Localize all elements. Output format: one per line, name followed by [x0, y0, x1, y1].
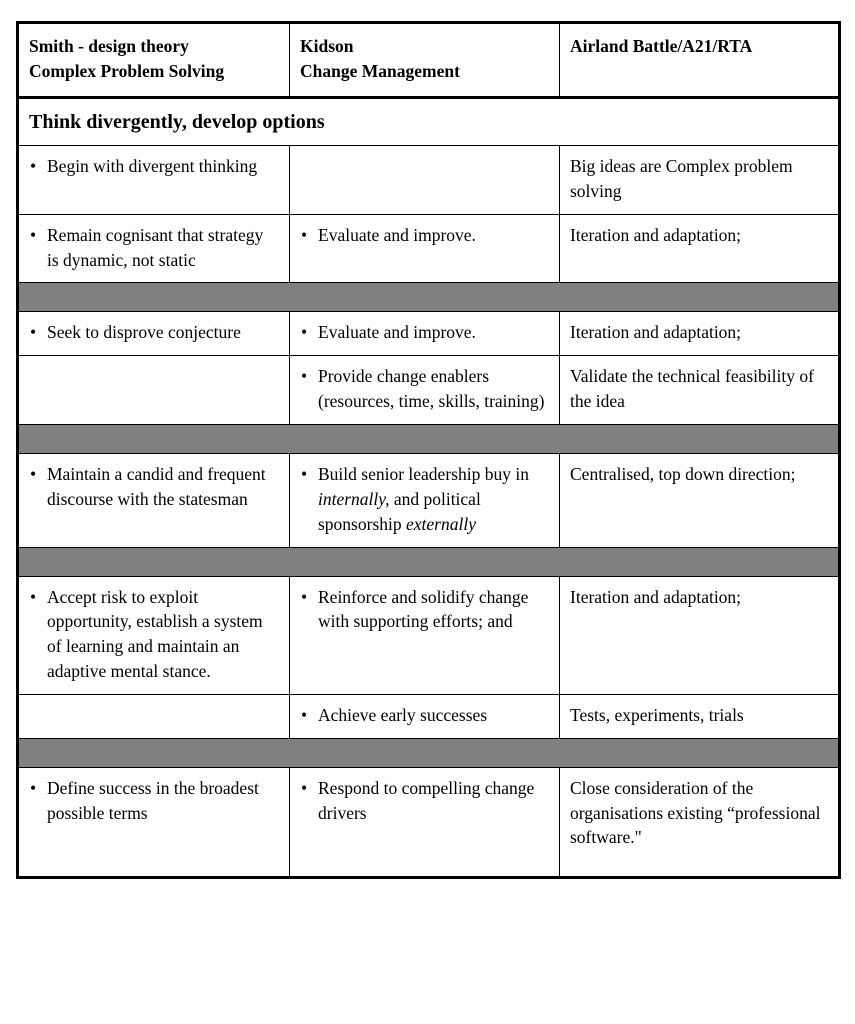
column-header-kidson-line1: Kidson [300, 36, 354, 56]
cell-airland [560, 312, 840, 356]
spacer-row [18, 738, 840, 767]
bullet-item: • Reinforce and solidify change with supporting efforts; and [300, 585, 549, 635]
column-header-airland-line1: Airland Battle/A21/RTA [570, 36, 753, 56]
cell-airland [560, 453, 840, 547]
cell-kidson [290, 453, 560, 547]
spacer-cell [18, 424, 840, 453]
table-row [18, 312, 840, 356]
cell-smith [18, 767, 290, 878]
cell-text: Close consideration of the organisations existing “professional software." [570, 777, 821, 848]
spacer-row [18, 424, 840, 453]
bullet-list [29, 223, 279, 273]
cell-text: Iteration and adaptation; [570, 586, 742, 607]
bullet-list [29, 320, 279, 345]
spacer-cell [18, 738, 840, 767]
bullet-item: • Build senior leadership buy in internally, and political sponsorship externally [300, 462, 549, 537]
bullet-list [300, 223, 549, 248]
cell-airland [560, 694, 840, 738]
column-header-kidson-line2: Change Management [300, 60, 460, 81]
cell-kidson [290, 767, 560, 878]
bullet-list [29, 776, 279, 826]
bullet-item: • Respond to compelling change drivers [300, 776, 549, 826]
cell-smith [18, 694, 290, 738]
bullet-item: • Accept risk to exploit opportunity, establish a system of learning and maintain an adaptive mental stance. [29, 585, 279, 684]
cell-kidson [290, 312, 560, 356]
table-row [18, 576, 840, 694]
cell-text: Big ideas are Complex problem solving [570, 156, 793, 201]
cell-smith [18, 576, 290, 694]
cell-kidson [290, 146, 560, 215]
column-header-smith [18, 23, 290, 98]
table-body [18, 146, 840, 878]
column-header-airland [560, 23, 840, 98]
bullet-item: • Evaluate and improve. [300, 320, 549, 345]
cell-airland [560, 146, 840, 215]
section-title: Think divergently, develop options [18, 97, 840, 145]
cell-kidson [290, 694, 560, 738]
cell-kidson [290, 214, 560, 283]
table-row [18, 146, 840, 215]
spacer-cell [18, 283, 840, 312]
cell-smith [18, 356, 290, 425]
column-header-smith-line1: Smith - design theory [29, 36, 189, 56]
cell-smith [18, 453, 290, 547]
table-row [18, 694, 840, 738]
cell-text: Centralised, top down direction; [570, 463, 796, 484]
bullet-item: • Evaluate and improve. [300, 223, 549, 248]
bullet-list [300, 703, 549, 728]
column-header-smith-line2: Complex Problem Solving [29, 60, 225, 81]
cell-kidson [290, 576, 560, 694]
bullet-item: • Provide change enablers (resources, time, skills, training) [300, 364, 549, 414]
cell-text: Tests, experiments, trials [570, 704, 744, 725]
bullet-item: • Begin with divergent thinking [29, 154, 279, 179]
column-header-kidson [290, 23, 560, 98]
cell-text: Validate the technical feasibility of the idea [570, 366, 814, 412]
table-header-row [18, 23, 840, 98]
bullet-item: • Seek to disprove conjecture [29, 320, 279, 345]
bullet-item: • Define success in the broadest possible terms [29, 776, 279, 826]
cell-smith [18, 312, 290, 356]
bullet-item: • Achieve early successes [300, 703, 549, 728]
cell-airland [560, 576, 840, 694]
spacer-row [18, 547, 840, 576]
bullet-item: • Remain cognisant that strategy is dynamic, not static [29, 223, 279, 273]
bullet-list [29, 154, 279, 179]
cell-smith [18, 214, 290, 283]
bullet-list [300, 364, 549, 414]
bullet-list [300, 462, 549, 537]
table-row [18, 453, 840, 547]
cell-text: Iteration and adaptation; [570, 322, 742, 343]
spacer-cell [18, 547, 840, 576]
bullet-list [29, 585, 279, 684]
bullet-item: • Maintain a candid and frequent discourse with the statesman [29, 462, 279, 512]
cell-kidson [290, 356, 560, 425]
table-row [18, 767, 840, 878]
bullet-list [300, 585, 549, 635]
cell-airland [560, 356, 840, 425]
table-row [18, 356, 840, 425]
table-row [18, 214, 840, 283]
cell-airland [560, 214, 840, 283]
bullet-list [300, 320, 549, 345]
spacer-row [18, 283, 840, 312]
cell-text: Iteration and adaptation; [570, 224, 742, 245]
section-title-row [18, 97, 840, 145]
cell-airland [560, 767, 840, 878]
bullet-list [300, 776, 549, 826]
bullet-list [29, 462, 279, 512]
comparison-table [16, 21, 841, 879]
cell-smith [18, 146, 290, 215]
